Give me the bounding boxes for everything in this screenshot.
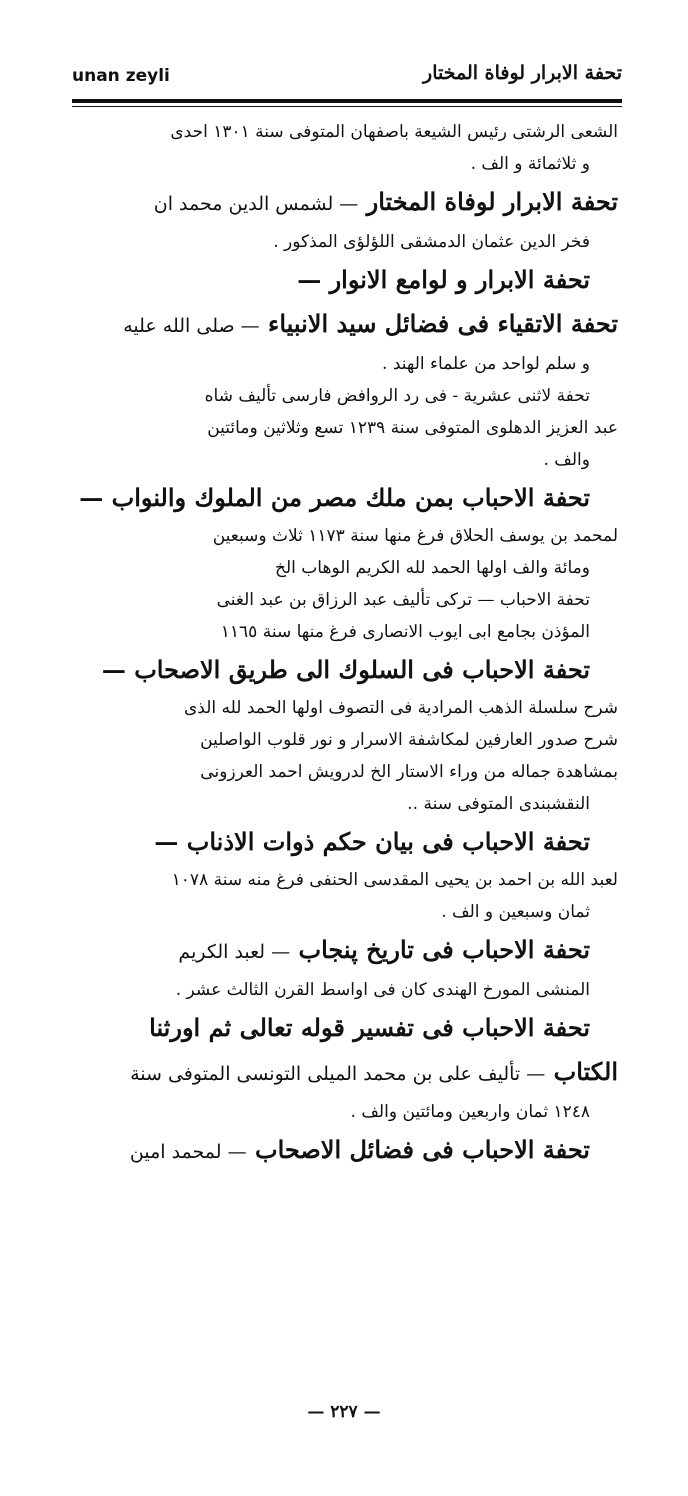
bibliography-entry [74,1006,618,1128]
header-running-title: تحفة الابرار لوفاة المختار [423,62,622,84]
entry-title-line [74,1128,618,1174]
header-rule-thin [72,106,622,107]
entry-title-rest: — صلى الله عليه [123,315,260,337]
bibliography-entry [74,584,618,648]
entry-title-line [74,648,618,692]
bibliography-entry [74,302,618,380]
entry-title: تحفة الاحباب فى تاريخ پنجاب [298,935,590,964]
entry-text-line: و ثلاثمائة و الف . [470,154,590,174]
entries-list [74,116,618,1174]
header-left-label: unan zeyli [72,66,170,86]
entry-text-line: المنشى المورخ الهندى كان فى اواسط القرن الثالث عشر . [175,980,590,1000]
entry-title-line [74,820,618,864]
bibliography-entry [74,820,618,928]
entry-title-line [74,258,618,302]
entry-title-rest: — لشمس الدين محمد ان [153,193,359,215]
bibliography-entry [74,258,618,302]
entry-text-line: شرح صدور العارفين لمكاشفة الاسرار و نور قلوب الواصلين [200,730,618,750]
entry-text-line: لعبد الله بن احمد بن يحيى المقدسى الحنفى فرغ منه سنة ١٠٧٨ [171,870,618,890]
entry-title-line [74,1006,618,1050]
entry-title-line [74,180,618,226]
bibliography-entry [74,116,618,180]
page-header [72,58,622,98]
entry-text-line: ثمان وسبعين و الف . [441,902,590,922]
bibliography-entry [74,180,618,258]
bibliography-entry [74,928,618,1006]
entry-title: تحفة الاحباب فى بيان حكم ذوات الاذناب — [154,827,590,856]
bibliography-entry [74,380,618,476]
entry-title: الكتاب [553,1057,618,1086]
bibliography-entry [74,476,618,584]
entry-text-line: و سلم لواحد من علماء الهند . [382,354,590,374]
page-number: — ٢٢٧ — [307,1402,381,1422]
entry-title: تحفة الابرار و لوامع الانوار — [297,265,590,294]
entry-title-line [74,928,618,974]
header-rule-thick [72,99,622,103]
entry-title: تحفة الابرار لوفاة المختار [366,187,618,216]
entry-text-line: تحفة لاثنى عشرية - فى رد الروافض فارسى تأليف شاه [204,386,590,406]
entry-text-line: النقشبندى المتوفى سنة .. [407,794,590,814]
entry-title-rest: — لعبد الكريم [178,941,291,963]
bibliography-entry [74,648,618,820]
entry-text-line: والف . [543,450,590,470]
entry-text-line: لمحمد بن يوسف الحلاق فرغ منها سنة ١١٧٣ ثلاث وسبعين [212,526,618,546]
entry-text-line: ومائة والف اولها الحمد لله الكريم الوهاب الخ [275,558,590,578]
entry-title: تحفة الاتقياء فى فضائل سيد الانبياء [268,309,618,338]
entry-title-line [74,476,618,520]
entry-title: تحفة الاحباب بمن ملك مصر من الملوك والنواب — [79,483,590,512]
entry-text-line: بمشاهدة جماله من وراء الاستار الخ لدرويش احمد العرزونى [200,762,618,782]
entry-title-rest: — تأليف على بن محمد الميلى التونسى المتوفى سنة [130,1063,546,1085]
entry-text-line: شرح سلسلة الذهب المرادية فى التصوف اولها الحمد لله الذى [183,698,618,718]
entry-title-rest: — لمحمد امين [129,1141,247,1163]
entry-text-line: عبد العزيز الدهلوى المتوفى سنة ١٢٣٩ تسع وثلاثين ومائتين [207,418,618,438]
entry-title-line [74,302,618,348]
entry-text-line: الشعى الرشتى رئيس الشيعة باصفهان المتوفى سنة ١٣٠١ احدى [170,122,618,142]
entry-title-line [74,1050,618,1096]
bibliography-entry [74,1128,618,1174]
entry-text-line: ١٢٤٨ ثمان واربعين ومائتين والف . [350,1102,590,1122]
entry-title: تحفة الاحباب فى تفسير قوله تعالى ثم اورثنا [149,1013,590,1042]
entry-text-line: المؤذن بجامع ابى ايوب الانصارى فرغ منها سنة ١١٦٥ [220,622,590,642]
entry-text-line: فخر الدين عثمان الدمشقى اللؤلؤى المذكور . [273,232,590,252]
entry-text-line: تحفة الاحباب — تركى تأليف عبد الرزاق بن عبد الغنى [216,590,590,610]
entry-title: تحفة الاحباب فى السلوك الى طريق الاصحاب — [101,655,590,684]
entry-title: تحفة الاحباب فى فضائل الاصحاب [254,1135,590,1164]
